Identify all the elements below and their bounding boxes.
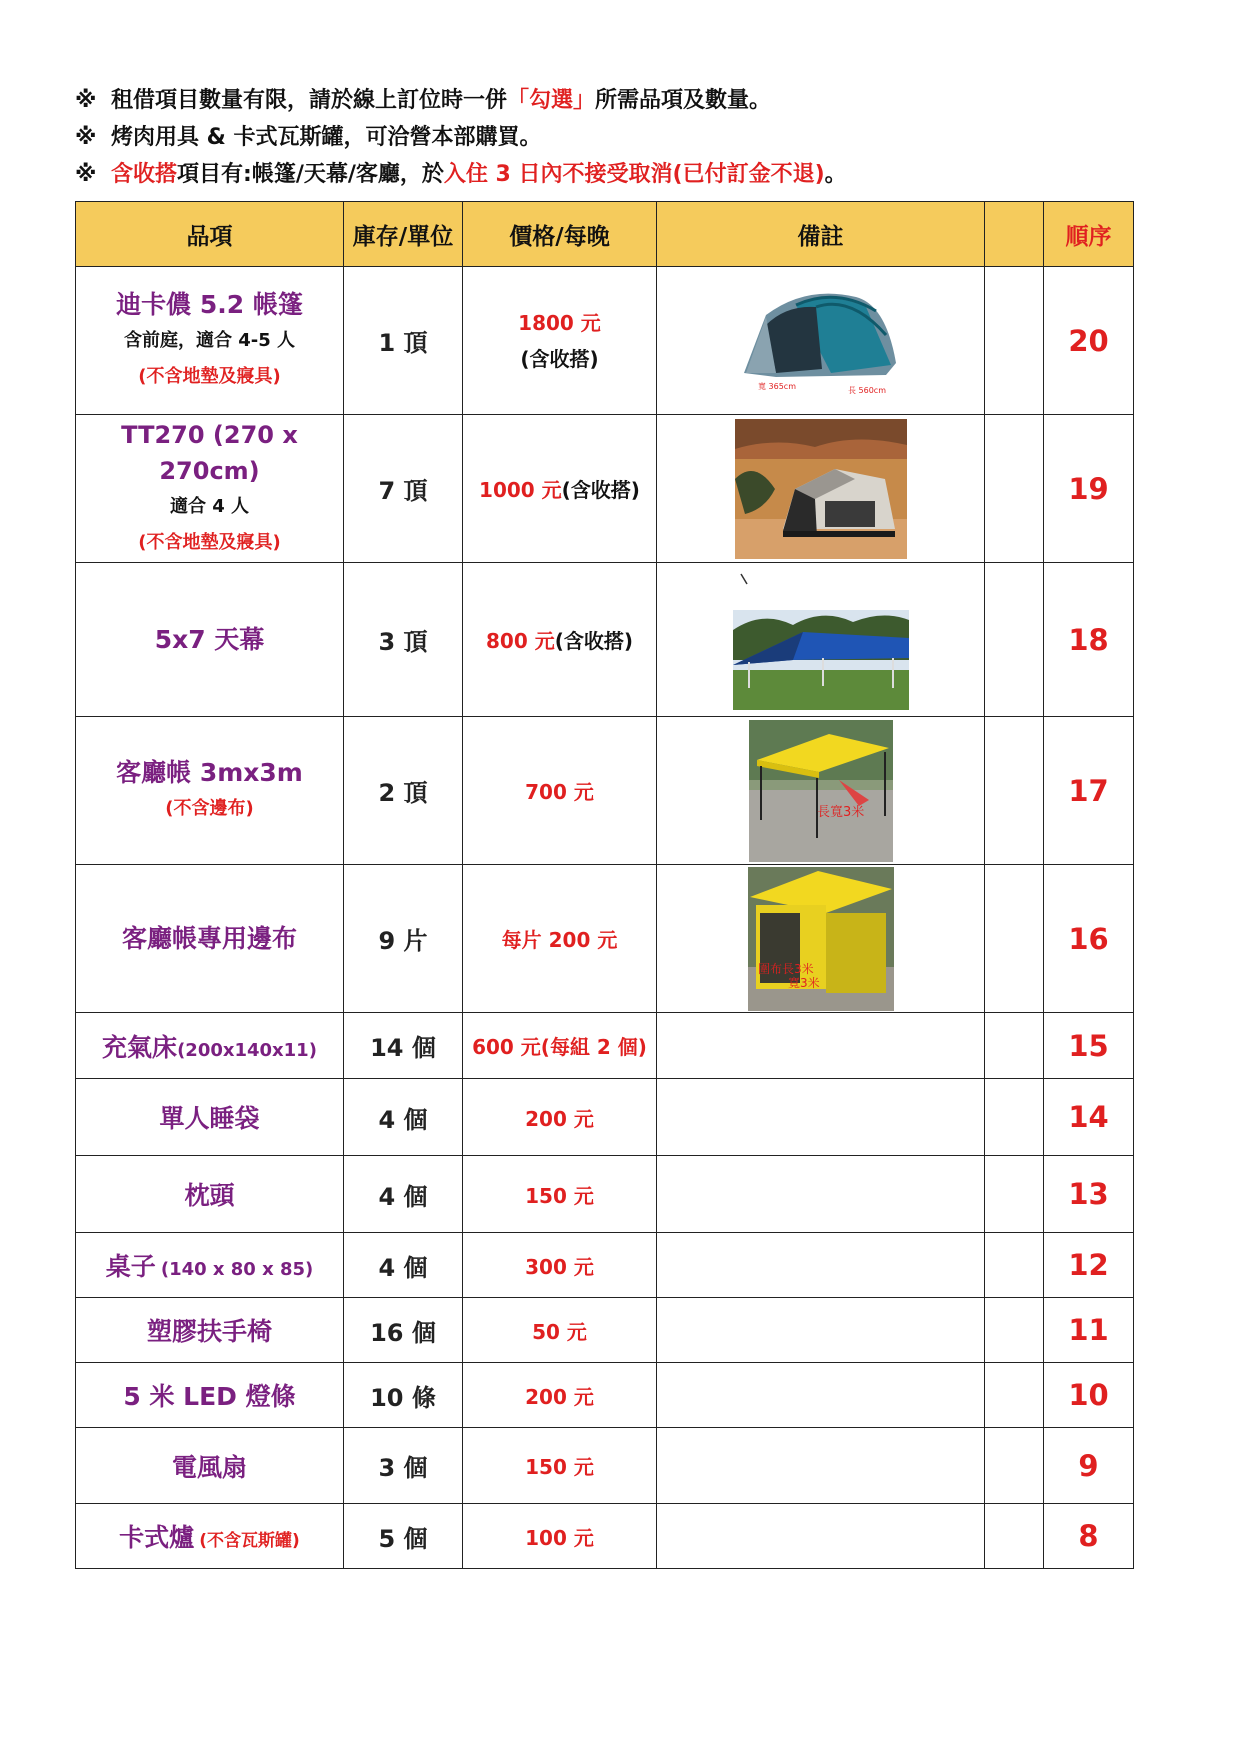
item-name: 卡式爐 [119, 1523, 195, 1552]
blank-cell [985, 1298, 1044, 1363]
blank-cell [985, 717, 1044, 865]
rental-table [75, 201, 1134, 1569]
stock-cell: 3 個 [344, 1428, 463, 1504]
order-cell: 15 [1044, 1013, 1134, 1079]
order-cell: 13 [1044, 1156, 1134, 1233]
notes [75, 82, 1155, 193]
blank-cell [985, 1363, 1044, 1428]
sidewall-image [748, 867, 894, 1011]
tent-cabin-image [735, 419, 907, 559]
price-cell: 150 元 [463, 1428, 657, 1504]
order-cell: 17 [1044, 717, 1134, 865]
blank-cell [985, 1504, 1044, 1569]
price-cell: 100 元 [463, 1504, 657, 1569]
remark-cell [657, 1504, 985, 1569]
item-name: 枕頭 [76, 1156, 344, 1233]
item-name: TT270 (270 x 270cm) [121, 420, 298, 485]
item-name: 迪卡儂 5.2 帳篷 [116, 289, 303, 319]
note-highlight: 含收搭 [111, 162, 178, 187]
item-size: (140 x 80 x 85) [160, 1259, 314, 1280]
remark-cell [657, 1079, 985, 1156]
table-header-row [76, 202, 1134, 267]
item-name: 客廳帳 3mx3m [116, 757, 303, 787]
stock-cell: 5 個 [344, 1504, 463, 1569]
note-text: 所需品項及數量。 [595, 88, 772, 113]
item-name: 電風扇 [76, 1428, 344, 1504]
img-label: 長 560cm [847, 385, 886, 395]
item-cell [76, 1233, 344, 1298]
price-note: (含收搭) [554, 629, 633, 653]
stock-cell: 2 頂 [344, 717, 463, 865]
item-sub: 含前庭，適合 4-5 人 [123, 329, 296, 351]
stock-cell: 9 片 [344, 865, 463, 1013]
header-stock: 庫存/單位 [344, 202, 463, 267]
table-row [76, 865, 1134, 1013]
header-price: 價格/每晚 [463, 202, 657, 267]
price-value: 1800 元 [518, 310, 601, 335]
price-cell: 每片 200 元 [463, 865, 657, 1013]
table-row [76, 717, 1134, 865]
note-highlight: 「勾選」 [507, 88, 596, 113]
item-cell [76, 415, 344, 563]
price-note: (含收搭) [520, 346, 599, 371]
remark-cell [657, 415, 985, 563]
item-name: 單人睡袋 [76, 1079, 344, 1156]
stock-cell: 7 頂 [344, 415, 463, 563]
blank-cell [985, 1428, 1044, 1504]
remark-cell [657, 1013, 985, 1079]
item-sub: 適合 4 人 [169, 495, 250, 517]
remark-cell [657, 267, 985, 415]
blank-cell [985, 1013, 1044, 1079]
price-cell: 200 元 [463, 1363, 657, 1428]
tent-dome-image [736, 285, 906, 397]
item-name: 5 米 LED 燈條 [76, 1363, 344, 1428]
header-item: 品項 [76, 202, 344, 267]
item-sub-note: (不含邊布) [165, 797, 254, 819]
item-cell [76, 717, 344, 865]
price-value: 600 元 [472, 1035, 541, 1059]
table-row [76, 1233, 1134, 1298]
header-blank [985, 202, 1044, 267]
price-cell: 50 元 [463, 1298, 657, 1363]
item-size: (不含瓦斯罐) [199, 1531, 300, 1551]
blank-cell [985, 865, 1044, 1013]
remark-cell [657, 563, 985, 717]
item-name: 客廳帳專用邊布 [121, 923, 297, 953]
price-cell: 200 元 [463, 1079, 657, 1156]
item-cell [76, 1504, 344, 1569]
order-cell: 19 [1044, 415, 1134, 563]
blank-cell [985, 1233, 1044, 1298]
item-cell [76, 267, 344, 415]
price-cell [463, 415, 657, 563]
note-text: 。 [824, 162, 847, 187]
img-label: 寬3米 [787, 975, 820, 990]
item-size: (200x140x11) [177, 1039, 317, 1061]
remark-cell [657, 1428, 985, 1504]
price-note: (含收搭) [561, 478, 640, 502]
stock-cell: 16 個 [344, 1298, 463, 1363]
remark-cell [657, 865, 985, 1013]
item-cell [76, 563, 344, 717]
img-label: 寬 365cm [757, 381, 796, 391]
order-cell: 8 [1044, 1504, 1134, 1569]
order-cell: 12 [1044, 1233, 1134, 1298]
item-sub-note: (不含地墊及寢具) [138, 365, 281, 387]
table-row [76, 563, 1134, 717]
price-cell [463, 267, 657, 415]
blank-cell [985, 1079, 1044, 1156]
order-cell: 18 [1044, 563, 1134, 717]
note-1 [75, 82, 1155, 119]
blank-cell [985, 1156, 1044, 1233]
order-cell: 20 [1044, 267, 1134, 415]
order-cell: 14 [1044, 1079, 1134, 1156]
order-cell: 10 [1044, 1363, 1134, 1428]
img-label: 長寬3米 [816, 804, 864, 820]
table-row [76, 267, 1134, 415]
price-value: 1000 元 [479, 478, 562, 502]
remark-cell [657, 717, 985, 865]
price-cell [463, 563, 657, 717]
stock-cell: 4 個 [344, 1156, 463, 1233]
blank-cell [985, 563, 1044, 717]
stock-cell: 4 個 [344, 1233, 463, 1298]
order-cell: 11 [1044, 1298, 1134, 1363]
canopy-image [749, 720, 893, 862]
order-cell: 9 [1044, 1428, 1134, 1504]
table-row [76, 1156, 1134, 1233]
img-label: 圍布長3米 [757, 961, 814, 976]
item-cell [76, 865, 344, 1013]
order-cell: 16 [1044, 865, 1134, 1013]
remark-cell [657, 1233, 985, 1298]
item-name: 桌子 [105, 1252, 156, 1281]
blank-cell [985, 415, 1044, 563]
stock-cell: 4 個 [344, 1079, 463, 1156]
item-cell [76, 1013, 344, 1079]
price-value: 800 元 [486, 629, 555, 653]
remark-cell [657, 1156, 985, 1233]
blank-cell [985, 267, 1044, 415]
price-cell: 150 元 [463, 1156, 657, 1233]
remark-cell [657, 1298, 985, 1363]
stock-cell: 3 頂 [344, 563, 463, 717]
table-row [76, 1079, 1134, 1156]
table-row [76, 1298, 1134, 1363]
note-2 [75, 119, 1155, 156]
item-name: 5x7 天幕 [154, 624, 265, 654]
note-mark: ※ [75, 88, 97, 113]
stock-cell: 14 個 [344, 1013, 463, 1079]
price-note: (每組 2 個) [540, 1035, 647, 1059]
note-3 [75, 156, 1155, 193]
note-highlight: 入住 3 日內不接受取消(已付訂金不退) [443, 162, 825, 187]
price-cell: 700 元 [463, 717, 657, 865]
tarp-image [733, 570, 909, 710]
note-mark: ※ [75, 125, 97, 150]
table-row [76, 1428, 1134, 1504]
price-cell [463, 1013, 657, 1079]
note-mark: ※ [75, 162, 97, 187]
price-cell: 300 元 [463, 1233, 657, 1298]
header-remark: 備註 [657, 202, 985, 267]
table-row [76, 1013, 1134, 1079]
note-text: 烤肉用具 & 卡式瓦斯罐，可洽營本部購買。 [111, 125, 542, 150]
item-sub-note: (不含地墊及寢具) [138, 531, 281, 553]
table-row [76, 1363, 1134, 1428]
stock-cell: 10 條 [344, 1363, 463, 1428]
header-order: 順序 [1044, 202, 1134, 267]
note-text: 項目有:帳篷/天幕/客廳，於 [177, 162, 444, 187]
remark-cell [657, 1363, 985, 1428]
item-name: 塑膠扶手椅 [76, 1298, 344, 1363]
note-text: 租借項目數量有限，請於線上訂位時一併 [111, 88, 508, 113]
table-row [76, 415, 1134, 563]
table-row [76, 1504, 1134, 1569]
item-name: 充氣床 [102, 1032, 178, 1062]
stock-cell: 1 頂 [344, 267, 463, 415]
